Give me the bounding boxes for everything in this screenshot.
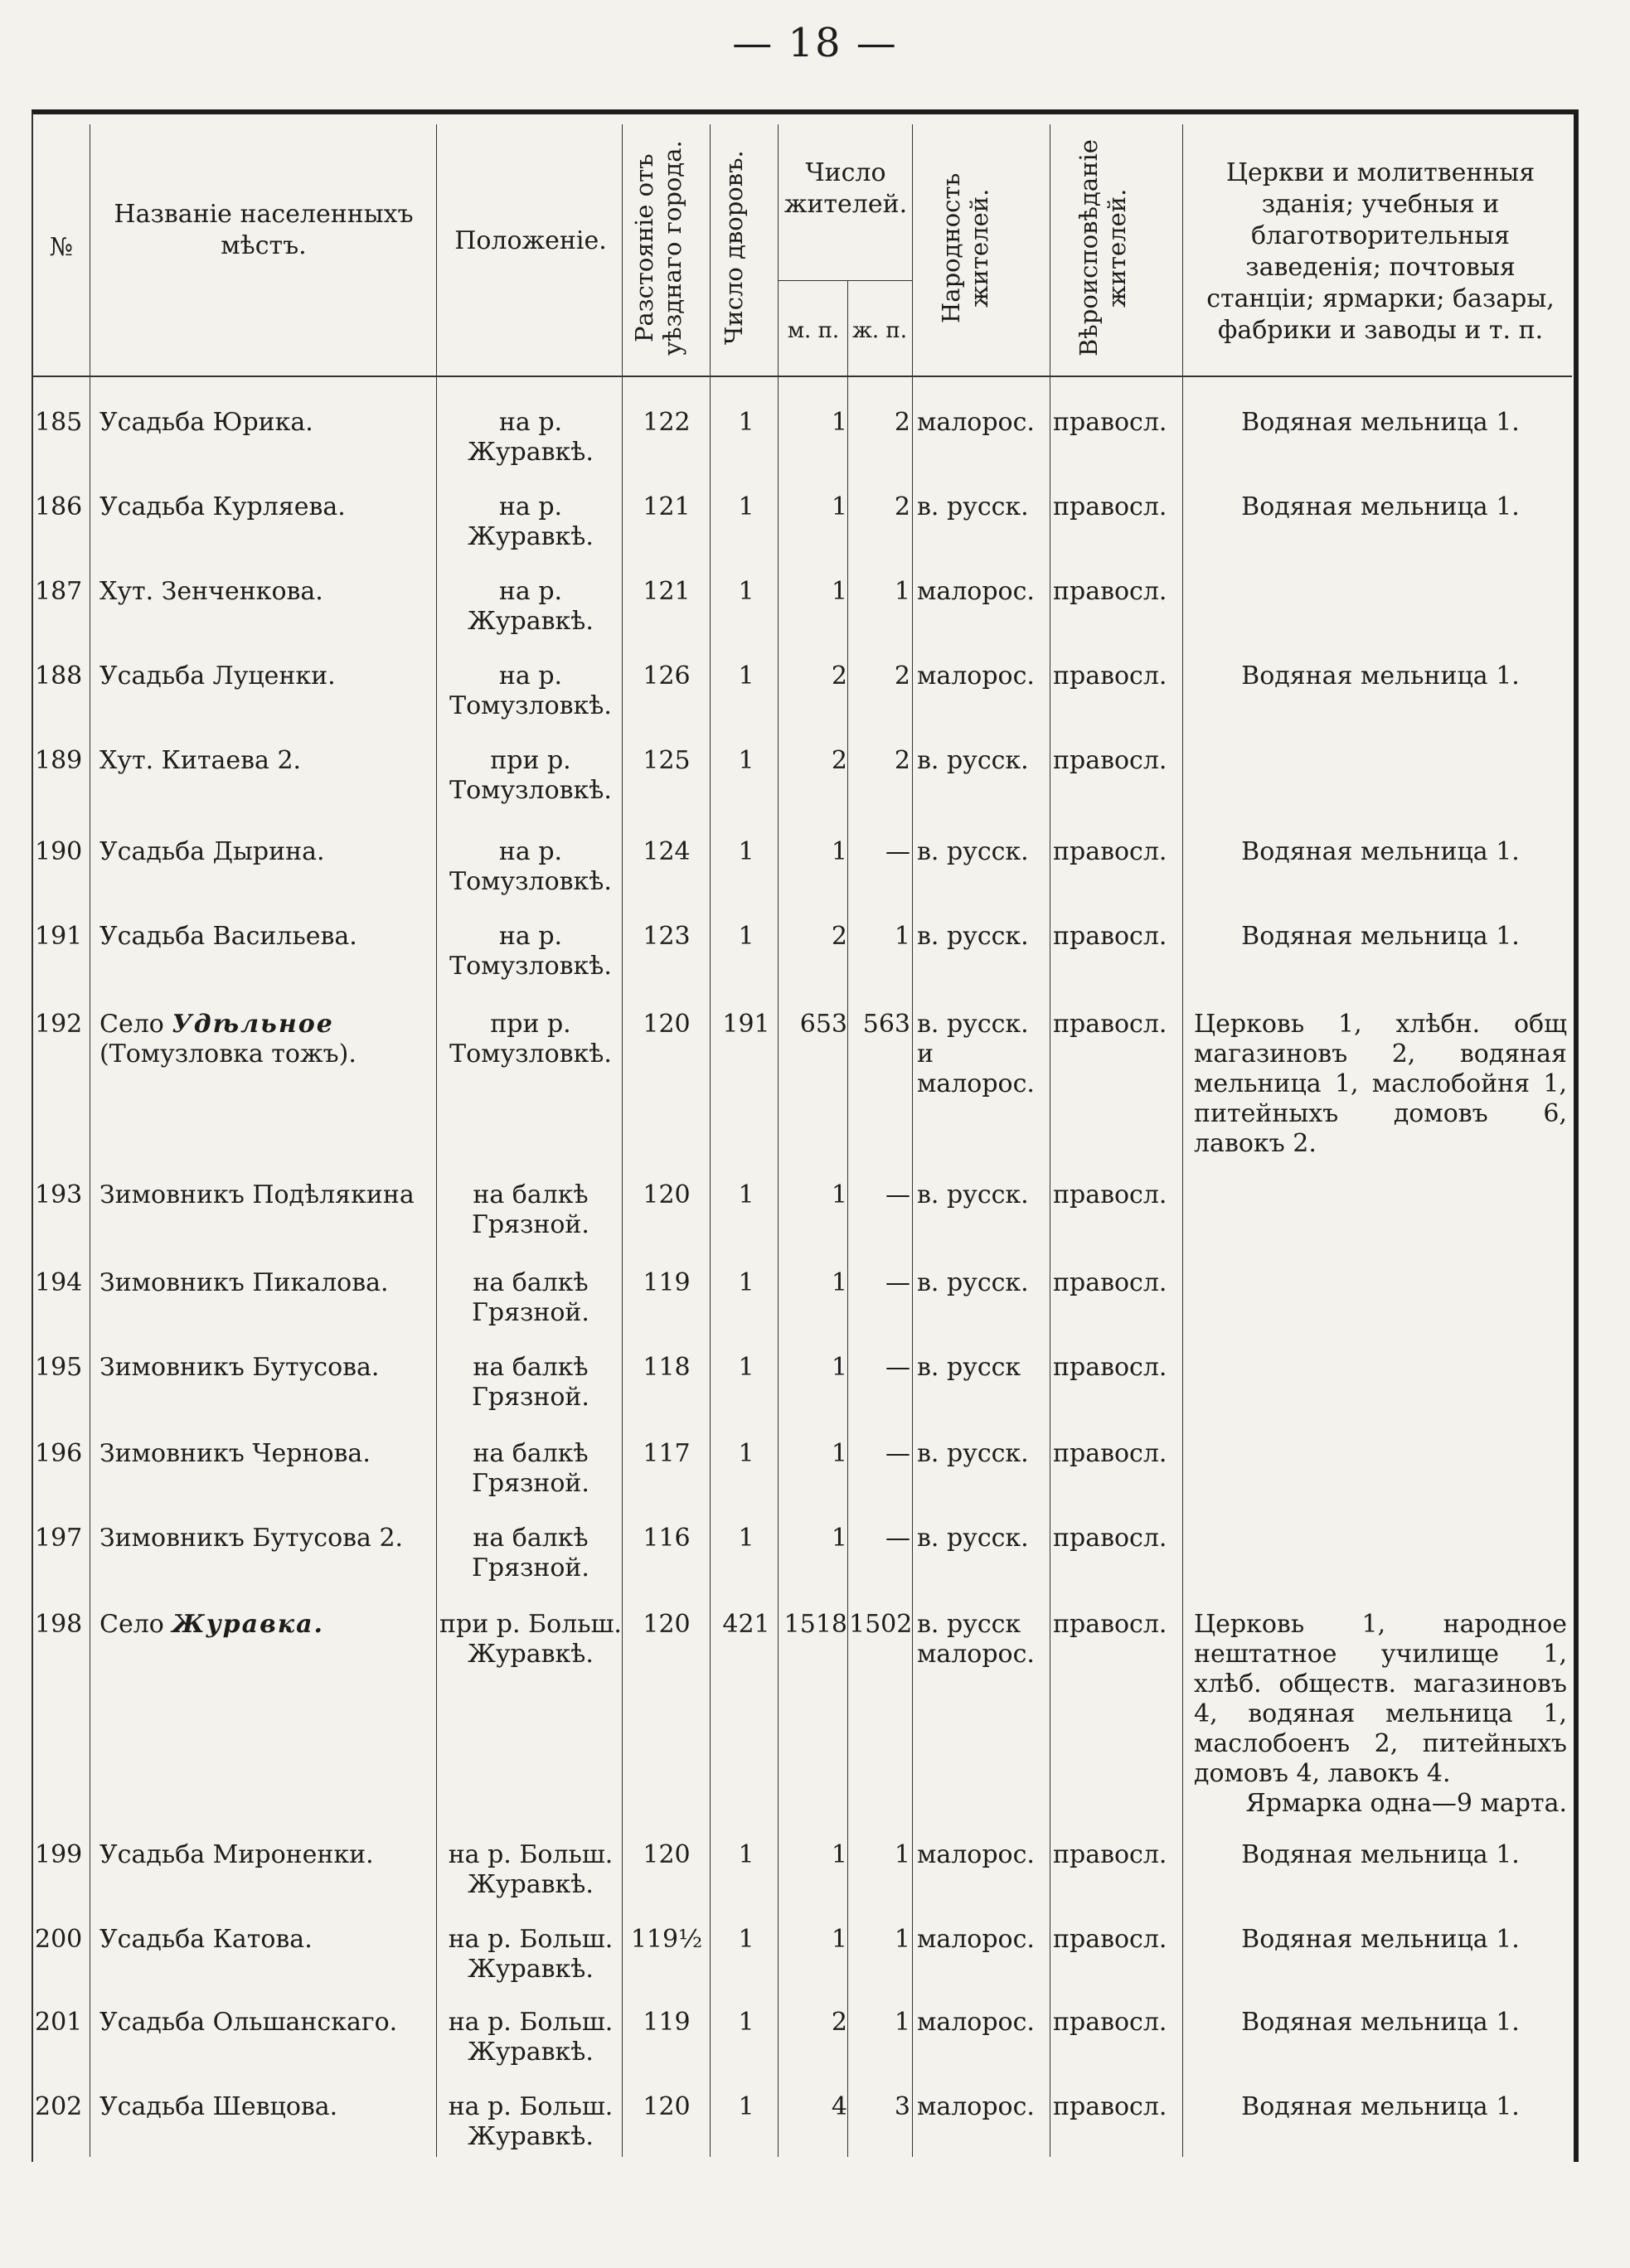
col-divider: [710, 124, 711, 2157]
row-distance: 119: [643, 1268, 691, 1297]
row-position: на балкѣ Грязной.: [472, 1353, 589, 1412]
header-num: №: [49, 233, 74, 262]
header-female: ж. п.: [851, 318, 908, 343]
row-nationality: малорос.: [917, 2092, 1035, 2121]
row-name: Усадьба Юрика.: [99, 408, 313, 437]
row-yards: 1: [738, 837, 754, 866]
row-religion: правосл.: [1053, 408, 1167, 437]
row-name-village: Журавка.: [172, 1610, 324, 1639]
row-position: на р. Томузловкѣ.: [449, 837, 612, 896]
row-yards: 1: [738, 1925, 754, 1954]
row-male: 1: [831, 1840, 847, 1869]
row-male: 1: [831, 1524, 847, 1553]
row-female: 2: [894, 408, 910, 437]
row-position: на р. Больш. Журавкѣ.: [448, 1925, 614, 1984]
row-yards: 1: [738, 2008, 754, 2037]
row-male: 1518: [783, 1610, 847, 1639]
row-male: 1: [831, 1439, 847, 1468]
row-male: 1: [831, 1925, 847, 1954]
row-name-tail: (Томузловка тожъ).: [99, 1040, 357, 1069]
row-distance: 118: [643, 1353, 691, 1382]
row-male: 1: [831, 1353, 847, 1382]
row-female: 2: [894, 662, 910, 691]
row-female: —: [885, 1439, 910, 1468]
row-name: Хут. Зенченкова.: [99, 577, 323, 606]
row-position: на р. Больш. Журавкѣ.: [448, 2092, 614, 2151]
row-num: 198: [35, 1610, 83, 1639]
row-name: Зимовникъ Подѣлякина: [99, 1180, 415, 1209]
row-distance: 122: [643, 408, 691, 437]
row-yards: 1: [738, 1180, 754, 1209]
row-female: —: [885, 1268, 910, 1297]
row-nationality: в. русск.: [917, 1180, 1029, 1209]
row-distance: 121: [643, 577, 691, 606]
row-male: 1: [831, 408, 847, 437]
row-name-prefix: Село: [99, 1610, 172, 1639]
row-yards: 1: [738, 1524, 754, 1553]
row-distance: 120: [643, 1840, 691, 1869]
row-notes: Водяная мельница 1.: [1241, 922, 1520, 951]
row-position: на р. Томузловкѣ.: [449, 662, 612, 720]
row-position: на р. Журавкѣ.: [468, 492, 594, 551]
row-yards: 1: [738, 1439, 754, 1468]
row-female: 1: [894, 577, 910, 606]
row-nationality: малорос.: [917, 2008, 1035, 2037]
row-female: 1: [894, 1925, 910, 1954]
row-female: —: [885, 837, 910, 866]
row-notes-main: Церковь 1, народное нештатное училище 1, хлѣб. обществ. магазиновъ 4, водяная мельница 1, маслобоенъ 2, питейныхъ домовъ 4, лавокъ 4.: [1194, 1610, 1567, 1788]
row-position: на балкѣ Грязной.: [472, 1439, 589, 1498]
row-female: 1502: [849, 1610, 913, 1639]
row-num: 197: [35, 1524, 83, 1553]
row-religion: правосл.: [1053, 1925, 1167, 1954]
row-male: 1: [831, 1180, 847, 1209]
col-divider: [1182, 124, 1183, 2157]
row-name: Усадьба Катова.: [99, 1925, 313, 1954]
row-num: 187: [35, 577, 83, 606]
row-name: Усадьба Шевцова.: [99, 2092, 338, 2121]
page-number: — 18 —: [732, 20, 898, 66]
row-religion: правосл.: [1053, 837, 1167, 866]
row-yards: 1: [738, 492, 754, 521]
row-notes: Водяная мельница 1.: [1241, 1925, 1520, 1954]
row-female: 563: [862, 1010, 910, 1039]
row-position: при р. Томузловкѣ.: [449, 1010, 612, 1069]
row-position: на р. Журавкѣ.: [468, 408, 594, 467]
row-female: 2: [894, 492, 910, 521]
row-yards: 1: [738, 577, 754, 606]
row-name: Усадьба Мироненки.: [99, 1840, 374, 1869]
row-religion: правосл.: [1053, 662, 1167, 691]
row-religion: правосл.: [1053, 577, 1167, 606]
row-num: 202: [35, 2092, 83, 2121]
header-yards: Число дворовъ.: [720, 150, 748, 346]
row-religion: правосл.: [1053, 1610, 1167, 1639]
row-name: Хут. Китаева 2.: [99, 746, 302, 775]
row-distance: 120: [643, 2092, 691, 2121]
row-nationality: в. русск.: [917, 837, 1029, 866]
row-distance: 125: [643, 746, 691, 775]
row-nationality: малорос.: [917, 662, 1035, 691]
row-female: 1: [894, 1840, 910, 1869]
row-female: 3: [894, 2092, 910, 2121]
col-divider: [622, 124, 623, 2157]
row-notes-fair: Ярмарка одна—9 марта.: [1245, 1789, 1567, 1818]
row-nationality: в. русск. и малорос.: [917, 1010, 1035, 1098]
row-name: Усадьба Дырина.: [99, 837, 325, 866]
row-position: на р. Больш. Журавкѣ.: [448, 2008, 614, 2067]
row-distance: 117: [643, 1439, 691, 1468]
row-nationality: в. русск.: [917, 1268, 1029, 1297]
row-name: Усадьба Луценки.: [99, 662, 336, 691]
row-num: 188: [35, 662, 83, 691]
col-divider: [912, 124, 913, 2157]
row-notes: Водяная мельница 1.: [1241, 2008, 1520, 2037]
row-religion: правосл.: [1053, 1353, 1167, 1382]
row-distance: 120: [643, 1010, 691, 1039]
row-male: 2: [831, 746, 847, 775]
header-bottom-line: [33, 376, 1572, 377]
row-num: 190: [35, 837, 83, 866]
row-male: 2: [831, 662, 847, 691]
row-female: 1: [894, 922, 910, 951]
row-position: при р. Больш. Журавкѣ.: [439, 1610, 622, 1669]
row-nationality: в. русск: [917, 1353, 1021, 1382]
row-yards: 1: [738, 746, 754, 775]
row-name: Зимовникъ Пикалова.: [99, 1268, 389, 1297]
row-yards: 1: [738, 1840, 754, 1869]
row-notes: Водяная мельница 1.: [1241, 1840, 1520, 1869]
row-yards: 191: [722, 1010, 770, 1039]
row-female: —: [885, 1180, 910, 1209]
col-divider: [847, 280, 848, 2157]
row-notes: Церковь 1, хлѣбн. общ магазиновъ 2, водяная мельница 1, маслобойня 1, питейныхъ домовъ 6, лавокъ 2.: [1194, 1010, 1567, 1158]
row-distance: 119: [643, 2008, 691, 2037]
row-distance: 121: [643, 492, 691, 521]
row-nationality: малорос.: [917, 1925, 1035, 1954]
row-distance: 116: [643, 1524, 691, 1553]
row-name: Усадьба Ольшанскаго.: [99, 2008, 398, 2037]
row-distance: 120: [643, 1180, 691, 1209]
row-male: 1: [831, 1268, 847, 1297]
row-yards: 1: [738, 1353, 754, 1382]
row-nationality: в. русск.: [917, 492, 1029, 521]
row-position: на р. Томузловкѣ.: [449, 922, 612, 981]
row-notes: Водяная мельница 1.: [1241, 662, 1520, 691]
row-num: 193: [35, 1180, 83, 1209]
row-notes: [1194, 1610, 1567, 1819]
row-distance: 123: [643, 922, 691, 951]
row-num: 200: [35, 1925, 83, 1954]
row-distance: 120: [643, 1610, 691, 1639]
row-yards: 1: [738, 662, 754, 691]
row-position: на балкѣ Грязной.: [472, 1524, 589, 1582]
row-yards: 1: [738, 922, 754, 951]
row-name-prefix: Село: [99, 1010, 172, 1039]
row-yards: 1: [738, 2092, 754, 2121]
row-religion: правосл.: [1053, 922, 1167, 951]
row-notes: Водяная мельница 1.: [1241, 492, 1520, 521]
row-female: 1: [894, 2008, 910, 2037]
subheader-line: [778, 280, 912, 281]
row-num: 196: [35, 1439, 83, 1468]
header-inhabitants: Число жителей.: [783, 158, 908, 219]
header-position: Положеніе.: [454, 226, 607, 255]
row-notes: Водяная мельница 1.: [1241, 837, 1520, 866]
row-num: 195: [35, 1353, 83, 1382]
row-name: Усадьба Курляева.: [99, 492, 346, 521]
row-religion: правосл.: [1053, 1010, 1167, 1039]
row-nationality: в. русск.: [917, 746, 1029, 775]
row-num: 192: [35, 1010, 83, 1039]
header-distance: Разстояніе отъ уѣзднаго города.: [630, 140, 686, 356]
row-nationality: малорос.: [917, 1840, 1035, 1869]
row-male: 1: [831, 492, 847, 521]
row-num: 191: [35, 922, 83, 951]
row-nationality: малорос.: [917, 577, 1035, 606]
row-position: на р. Больш. Журавкѣ.: [448, 1840, 614, 1899]
row-distance: 119½: [630, 1925, 703, 1954]
row-religion: правосл.: [1053, 2008, 1167, 2037]
row-position: на балкѣ Грязной.: [472, 1180, 589, 1239]
row-nationality: в. русск.: [917, 1524, 1029, 1553]
row-religion: правосл.: [1053, 1439, 1167, 1468]
row-religion: правосл.: [1053, 1840, 1167, 1869]
row-religion: правосл.: [1053, 1268, 1167, 1297]
row-male: 2: [831, 2008, 847, 2037]
row-distance: 126: [643, 662, 691, 691]
row-religion: правосл.: [1053, 492, 1167, 521]
row-name: Усадьба Васильева.: [99, 922, 357, 951]
row-num: 201: [35, 2008, 83, 2037]
row-religion: правосл.: [1053, 2092, 1167, 2121]
row-name-village: Удѣльное: [172, 1010, 334, 1039]
header-male: м. п.: [787, 318, 840, 343]
row-position: при р. Томузловкѣ.: [449, 746, 612, 805]
row-yards: 421: [722, 1610, 770, 1639]
row-name: [99, 1010, 431, 1069]
row-notes: Водяная мельница 1.: [1241, 408, 1520, 437]
row-num: 199: [35, 1840, 83, 1869]
row-male: 653: [799, 1010, 847, 1039]
row-position: на балкѣ Грязной.: [472, 1268, 589, 1327]
row-religion: правосл.: [1053, 1524, 1167, 1553]
row-num: 189: [35, 746, 83, 775]
row-religion: правосл.: [1053, 1180, 1167, 1209]
row-nationality: в. русск малорос.: [917, 1610, 1035, 1669]
row-distance: 124: [643, 837, 691, 866]
row-female: —: [885, 1353, 910, 1382]
row-num: 194: [35, 1268, 83, 1297]
header-name: Названіе населенныхъ мѣстъ.: [114, 200, 414, 260]
row-male: 2: [831, 922, 847, 951]
col-divider: [436, 124, 437, 2157]
row-name: [99, 1610, 431, 1640]
row-position: на р. Журавкѣ.: [468, 577, 594, 636]
row-num: 186: [35, 492, 83, 521]
row-male: 1: [831, 837, 847, 866]
row-male: 4: [831, 2092, 847, 2121]
header-nationality: Народность жителей.: [937, 172, 993, 323]
header-religion: Вѣроисповѣданіе жителей.: [1075, 139, 1131, 356]
row-name: Зимовникъ Бутусова 2.: [99, 1524, 404, 1553]
row-notes: Водяная мельница 1.: [1241, 2092, 1520, 2121]
row-female: 2: [894, 746, 910, 775]
row-yards: 1: [738, 408, 754, 437]
row-male: 1: [831, 577, 847, 606]
row-name: Зимовникъ Бутусова.: [99, 1353, 380, 1382]
row-yards: 1: [738, 1268, 754, 1297]
row-nationality: малорос.: [917, 408, 1035, 437]
row-name: Зимовникъ Чернова.: [99, 1439, 371, 1468]
row-nationality: в. русск.: [917, 922, 1029, 951]
row-religion: правосл.: [1053, 746, 1167, 775]
row-nationality: в. русск.: [917, 1439, 1029, 1468]
header-churches: Церкви и молитвенныя зданія; учебныя и благотворительныя заведенія; почтовыя станціи; ярмарки; базары, фабрики и заводы и т. п.: [1206, 158, 1555, 345]
row-female: —: [885, 1524, 910, 1553]
row-num: 185: [35, 408, 83, 437]
